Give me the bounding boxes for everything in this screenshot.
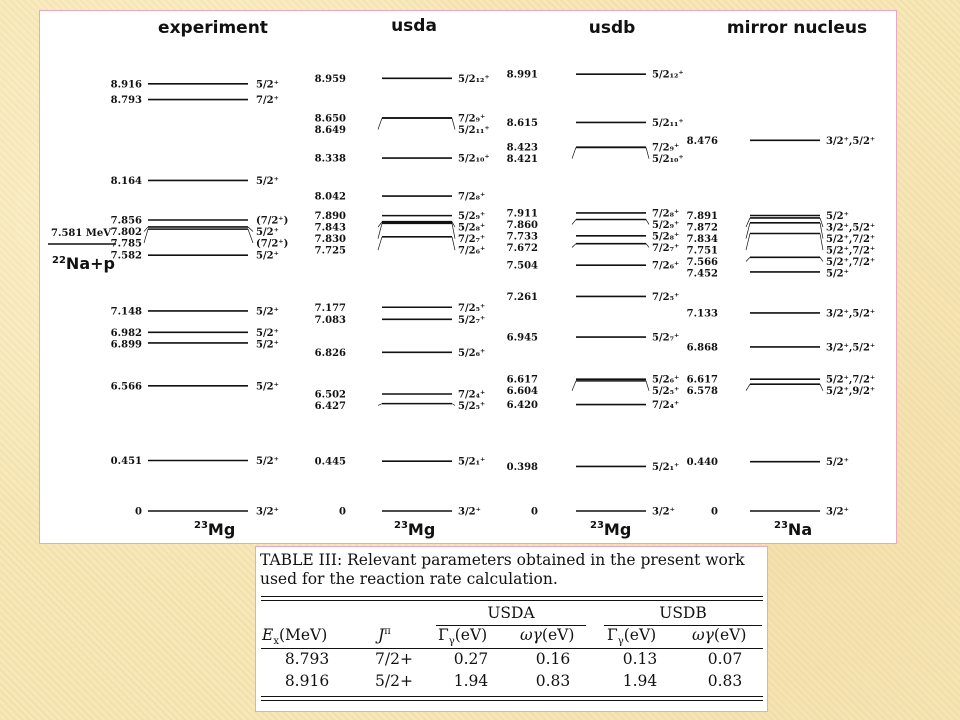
label-tie-line — [646, 219, 649, 224]
header-mirror-nucleus: mirror nucleus — [726, 18, 868, 38]
level-spin-parity: 7/2₈⁺ — [458, 191, 486, 203]
level-energy: 7.177 — [314, 302, 346, 314]
level-spin-parity: 5/2⁺,7/2⁺ — [826, 374, 876, 386]
table-cell: 5/2+ — [375, 672, 413, 690]
level-spin-parity: 5/2₁₂⁺ — [458, 73, 490, 85]
group-header-usda: USDA — [487, 604, 535, 622]
level-spin-parity: 5/2⁺ — [256, 339, 279, 351]
table-cell: 0.83 — [707, 672, 743, 690]
level-spin-parity: 5/2⁺,7/2⁺ — [826, 257, 876, 269]
level-energy: 8.959 — [314, 73, 346, 85]
level-energy: 6.826 — [314, 347, 346, 359]
level-energy: 0.451 — [110, 455, 142, 467]
level-energy: 7.725 — [314, 245, 346, 257]
level-energy: 7.872 — [686, 222, 718, 234]
level-spin-parity: 3/2⁺,5/2⁺ — [826, 308, 876, 320]
label-tie-line — [572, 244, 576, 248]
level-spin-parity: 3/2⁺ — [256, 506, 279, 518]
table-cell: 8.916 — [284, 672, 330, 690]
level-energy: 6.578 — [686, 386, 718, 398]
level-energy: 6.868 — [686, 342, 718, 354]
level-spin-parity: 7/2₈⁺ — [652, 208, 680, 220]
level-energy: 8.793 — [110, 95, 142, 107]
table-cell: 1.94 — [622, 672, 658, 690]
level-spin-parity: 3/2⁺,5/2⁺ — [826, 222, 876, 234]
level-spin-parity: 3/2⁺ — [458, 506, 481, 518]
level-energy: 6.945 — [506, 332, 538, 344]
table-cell: 0.13 — [622, 650, 658, 668]
level-spin-parity: 5/2₅⁺ — [458, 400, 486, 412]
nucleus-usda — [394, 520, 435, 539]
level-spin-parity: 5/2₁⁺ — [652, 461, 680, 473]
header-usdb: usdb — [588, 18, 636, 38]
level-spin-parity: 3/2⁺,5/2⁺ — [826, 342, 876, 354]
level-spin-parity: 7/2₄⁺ — [652, 400, 680, 412]
col-header-usda-omega: ωγ(eV) — [520, 626, 575, 644]
level-energy: 7.566 — [686, 257, 718, 269]
level-spin-parity: 5/2₈⁺ — [652, 231, 680, 243]
table-cell: 1.94 — [453, 672, 489, 690]
level-energy: 8.916 — [110, 79, 142, 91]
level-spin-parity: 5/2₆⁺ — [652, 374, 680, 386]
level-energy: 6.617 — [506, 374, 538, 386]
level-spin-parity: 5/2₉⁺ — [652, 219, 680, 231]
nucleus-mirror — [774, 520, 812, 539]
level-energy: 7.083 — [314, 314, 346, 326]
threshold-label-sup: 22 — [52, 255, 66, 266]
header-usda: usda — [391, 16, 437, 36]
table-cell: 0.16 — [535, 650, 571, 668]
level-energy: 0.398 — [506, 461, 538, 473]
level-spin-parity: 5/2⁺ — [256, 250, 279, 262]
table-panel — [255, 546, 768, 712]
level-spin-parity: 5/2⁺ — [826, 457, 849, 469]
level-energy: 8.042 — [314, 191, 346, 203]
level-energy: 6.427 — [314, 400, 346, 412]
level-energy: 0 — [711, 506, 718, 518]
level-spin-parity: 5/2₁⁺ — [458, 456, 486, 468]
level-spin-parity: 5/2₁₁⁺ — [652, 117, 684, 129]
level-spin-parity: 5/2₁₂⁺ — [652, 69, 684, 81]
nucleus-usdb-sup: 23 — [590, 520, 604, 531]
level-energy: 0.445 — [314, 456, 346, 468]
col-header-usdb-gamma: $\Gamma_\gamma(eV)$ — [607, 626, 657, 648]
level-spin-parity: 5/2⁺ — [826, 211, 849, 223]
nucleus-usdb-text: Mg — [603, 520, 632, 539]
level-spin-parity: 5/2₆⁺ — [458, 347, 486, 359]
level-energy: 6.604 — [506, 386, 538, 398]
level-energy: 7.148 — [110, 306, 142, 318]
level-spin-parity: 7/2₆⁺ — [458, 245, 486, 257]
level-energy: 7.582 — [110, 250, 142, 262]
level-energy: 7.856 — [110, 215, 142, 227]
level-spin-parity: 5/2₁₀⁺ — [458, 153, 490, 165]
threshold-label-text: Na+p — [65, 254, 115, 273]
header-experiment: experiment — [158, 18, 268, 38]
nucleus-usdb — [590, 520, 631, 539]
label-tie-line — [820, 257, 823, 261]
label-tie-line — [452, 118, 455, 129]
level-energy: 0 — [339, 506, 346, 518]
level-spin-parity: (7/2⁺) — [256, 238, 289, 250]
label-tie-line — [646, 147, 649, 158]
label-tie-line — [820, 384, 823, 390]
level-energy: 8.421 — [506, 154, 538, 166]
label-tie-line — [452, 404, 455, 406]
table-cell: 8.793 — [284, 650, 330, 668]
level-energy: 6.982 — [110, 327, 142, 339]
level-spin-parity: 5/2⁺ — [256, 175, 279, 187]
col-header-usdb-omega: ωγ(eV) — [692, 626, 747, 644]
table-caption: TABLE III: Relevant parameters obtained in the present work used for the reaction rate calculation. — [260, 551, 745, 588]
level-spin-parity: 7/2₄⁺ — [458, 389, 486, 401]
table-top-rule — [261, 596, 763, 597]
table-header-rule — [261, 648, 763, 649]
level-spin-parity: 5/2₇⁺ — [458, 314, 486, 326]
level-energy: 7.504 — [506, 260, 538, 272]
level-spin-parity: 7/2₉⁺ — [652, 142, 680, 154]
level-spin-parity: 5/2⁺ — [256, 327, 279, 339]
table-cell: 0.83 — [535, 672, 571, 690]
level-energy: 7.751 — [686, 245, 718, 257]
nucleus-usda-sup: 23 — [394, 520, 408, 531]
level-energy: 0.440 — [686, 457, 718, 469]
label-tie-line — [572, 219, 576, 224]
level-spin-parity: 3/2⁺,5/2⁺ — [826, 135, 876, 147]
table-bottom-rule — [261, 696, 763, 697]
level-energy: 8.338 — [314, 153, 346, 165]
level-energy: 7.733 — [506, 231, 538, 243]
level-energy: 7.911 — [506, 208, 538, 220]
level-energy: 6.899 — [110, 339, 142, 351]
energy-levels — [111, 70, 876, 518]
level-spin-parity: 5/2⁺ — [826, 268, 849, 280]
level-energy: 7.133 — [686, 308, 718, 320]
label-tie-line — [378, 118, 382, 129]
level-spin-parity: 5/2⁺ — [256, 455, 279, 467]
level-spin-parity: 5/2⁺,7/2⁺ — [826, 245, 876, 257]
level-spin-parity: 7/2₆⁺ — [652, 260, 680, 272]
nucleus-mirror-text: Na — [787, 520, 813, 539]
level-energy: 0 — [531, 506, 538, 518]
nucleus-experiment-sup: 23 — [194, 520, 208, 531]
table-cell: 0.27 — [453, 650, 489, 668]
level-spin-parity: 5/2⁺ — [256, 381, 279, 393]
level-spin-parity: 5/2⁺ — [256, 79, 279, 91]
level-spin-parity: 7/2₉⁺ — [458, 113, 486, 125]
level-spin-parity: 5/2₁₀⁺ — [652, 154, 684, 166]
level-energy: 6.566 — [110, 381, 142, 393]
level-energy: 7.834 — [686, 234, 718, 246]
level-spin-parity: (7/2⁺) — [256, 215, 289, 227]
label-tie-line — [452, 237, 455, 250]
table-top-rule-2 — [261, 600, 763, 601]
level-spin-parity: 5/2⁺ — [256, 306, 279, 318]
level-energy: 0 — [135, 506, 142, 518]
level-spin-parity: 3/2⁺ — [826, 506, 849, 518]
label-tie-line — [746, 384, 750, 390]
nucleus-experiment-text: Mg — [207, 520, 236, 539]
level-energy: 8.423 — [506, 142, 538, 154]
level-energy: 8.476 — [686, 135, 718, 147]
group-header-usdb: USDB — [659, 604, 707, 622]
threshold-label — [52, 254, 115, 273]
level-spin-parity: 7/2₇⁺ — [652, 242, 680, 254]
level-energy: 6.502 — [314, 389, 346, 401]
table-cell: 0.07 — [707, 650, 743, 668]
col-header-jpi: $J^\pi$ — [378, 626, 391, 645]
level-spin-parity: 5/2₅⁺ — [652, 386, 680, 398]
label-tie-line — [746, 257, 750, 261]
level-energy: 6.420 — [506, 400, 538, 412]
level-energy: 7.890 — [314, 211, 346, 223]
level-energy: 7.785 — [110, 238, 142, 250]
level-scheme-svg — [40, 11, 898, 545]
level-spin-parity: 7/2₇⁺ — [458, 234, 486, 246]
level-spin-parity: 5/2₈⁺ — [458, 222, 486, 234]
nucleus-usda-text: Mg — [407, 520, 436, 539]
level-energy: 7.891 — [686, 211, 718, 223]
level-spin-parity: 3/2⁺ — [652, 506, 675, 518]
level-energy: 6.617 — [686, 374, 718, 386]
col-header-ex: $E_x(MeV)$ — [262, 626, 328, 648]
level-scheme-diagram — [39, 10, 897, 544]
level-energy: 7.830 — [314, 234, 346, 246]
col-header-usda-gamma: $\Gamma_\gamma(eV)$ — [438, 626, 488, 648]
level-spin-parity: 5/2₁₁⁺ — [458, 124, 490, 136]
level-energy: 8.615 — [506, 117, 538, 129]
level-spin-parity: 5/2₇⁺ — [652, 332, 680, 344]
level-energy: 7.452 — [686, 268, 718, 280]
level-energy: 8.650 — [314, 113, 346, 125]
level-spin-parity: 7/2⁺ — [256, 95, 279, 107]
level-energy: 7.672 — [506, 242, 538, 254]
label-tie-line — [646, 244, 649, 248]
level-spin-parity: 5/2₉⁺ — [458, 211, 486, 223]
label-tie-line — [572, 147, 576, 158]
label-tie-line — [572, 381, 576, 391]
level-spin-parity: 5/2⁺,9/2⁺ — [826, 386, 876, 398]
label-tie-line — [378, 404, 382, 406]
table-bottom-rule-2 — [261, 700, 763, 701]
level-spin-parity: 5/2⁺ — [256, 227, 279, 239]
label-tie-line — [378, 223, 382, 238]
nucleus-experiment — [194, 520, 235, 539]
level-energy: 7.843 — [314, 222, 346, 234]
nucleus-mirror-sup: 23 — [774, 520, 788, 531]
label-tie-line — [378, 237, 382, 250]
level-energy: 8.991 — [506, 69, 538, 81]
level-energy: 7.261 — [506, 291, 538, 303]
level-energy: 8.164 — [110, 175, 142, 187]
threshold-energy: 7.581 MeV — [51, 228, 111, 239]
level-energy: 7.802 — [110, 227, 142, 239]
level-spin-parity: 5/2⁺,7/2⁺ — [826, 234, 876, 246]
level-spin-parity: 7/2₅⁺ — [652, 291, 680, 303]
level-energy: 8.649 — [314, 124, 346, 136]
level-spin-parity: 7/2₅⁺ — [458, 302, 486, 314]
label-tie-line — [646, 381, 649, 391]
table-cell: 7/2+ — [375, 650, 413, 668]
level-energy: 7.860 — [506, 219, 538, 231]
